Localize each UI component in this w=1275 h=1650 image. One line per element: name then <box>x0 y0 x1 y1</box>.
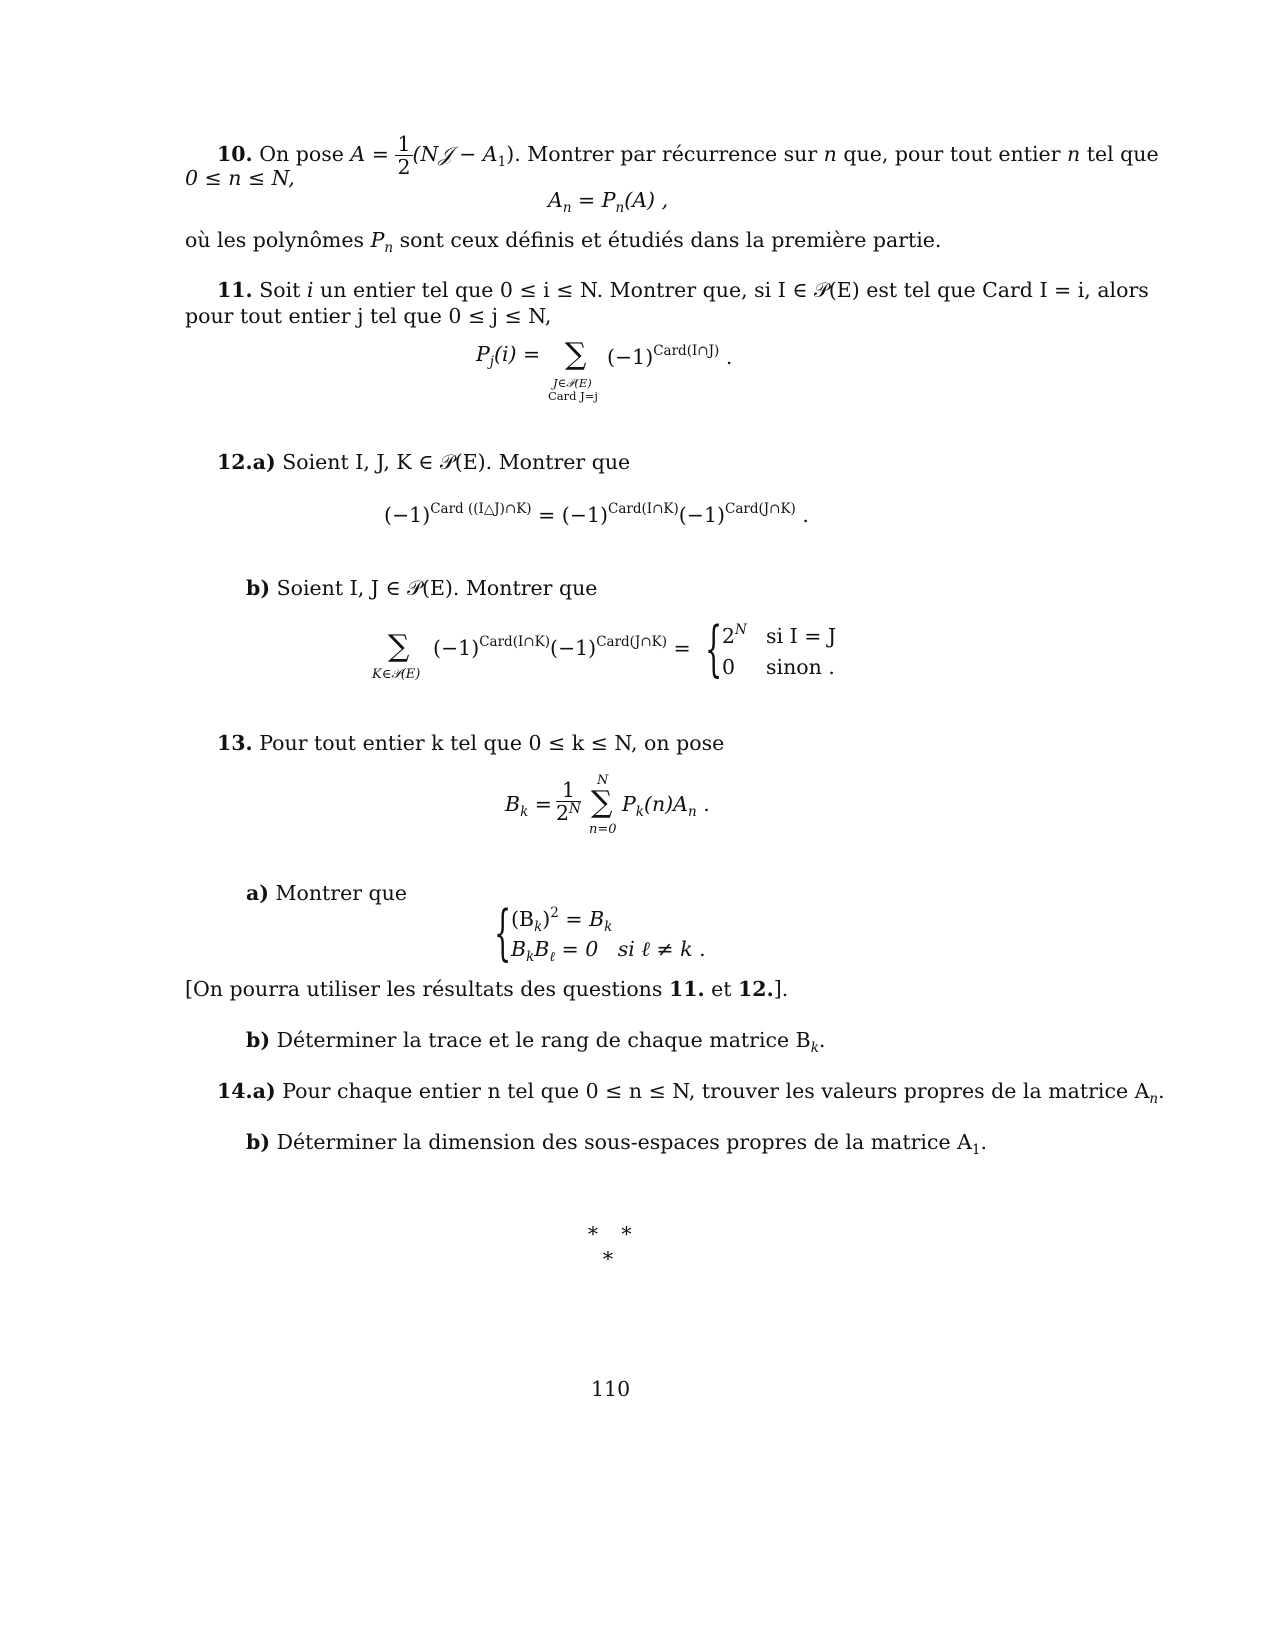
q14a-line: 14.a) Pour chaque entier n tel que 0 ≤ n ≤ N, trouver les valeurs propres de la matrice $A_n$. <box>217 1079 1165 1107</box>
q11-term: $(-1)^{Card(I\cap J)}$ . <box>607 343 733 369</box>
q12a-label: 12.a) <box>217 450 276 474</box>
q11-sigma: ∑ <box>565 337 587 372</box>
q12b-case1: $2^N$ <box>722 622 747 648</box>
q10-line3: où les polynômes $P_n$ sont ceux définis et étudiés dans la première partie. <box>185 228 942 256</box>
q12b-sigma: ∑ <box>388 629 410 664</box>
q14a-label: 14.a) <box>217 1079 276 1103</box>
q12b-brace: { <box>705 614 723 684</box>
q13b-line: b) Déterminer la trace et le rang de chaque matrice $B_k$. <box>246 1028 826 1056</box>
q13a-label: a) <box>246 881 269 905</box>
q10-A: A <box>350 142 366 166</box>
q13-fraction: $\frac{1}{2^N}$ <box>556 778 581 825</box>
q13-term: $P_k(n)A_n$ . <box>622 792 710 820</box>
q12b-line: b) Soient I, J ∈ 𝒫(E). Montrer que <box>246 576 598 600</box>
q13-sigma: ∑ <box>591 785 613 820</box>
q13a-sys2: $B_kB_\ell = 0$ si ℓ ≠ k . <box>511 937 706 965</box>
page-number: 110 <box>591 1377 631 1401</box>
q12b-case1-cond: si I = J <box>766 624 837 648</box>
q10-eq: = <box>371 142 389 166</box>
q11-number: 11. <box>217 278 253 302</box>
q13-line: 13. Pour tout entier k tel que 0 ≤ k ≤ N, on pose <box>217 731 725 755</box>
q13-lhs: $B_k$ = <box>505 792 552 820</box>
q11-line2: pour tout entier j tel que 0 ≤ j ≤ N, <box>185 304 552 328</box>
q10-paren: (N𝒥 − A <box>412 142 498 166</box>
q12b-case2-cond: sinon . <box>766 655 835 679</box>
q10-number: 10. <box>217 142 253 166</box>
q10-text-b: ). Montrer par récurrence sur <box>506 142 818 166</box>
q10-half-fraction: $\frac{1}{2}$ <box>397 132 411 179</box>
q11-sum-cond1: J∈𝒫(E) <box>553 376 592 390</box>
q13a-brace: { <box>494 898 512 968</box>
q12b-terms: $(-1)^{Card(I\cap K)}(-1)^{Card(J\cap K)}$ = <box>433 634 691 660</box>
q10-equation: $A_n = P_n(A)$ , <box>548 188 669 216</box>
q11-line1: 11. Soit i un entier tel que 0 ≤ i ≤ N. Montrer que, si I ∈ 𝒫(E) est tel que Card I = i, alors <box>217 278 1149 302</box>
q13-number: 13. <box>217 731 253 755</box>
q12b-case2: 0 <box>722 655 736 679</box>
q13a-sys1: $(B_k)^2 = B_k$ <box>511 905 613 935</box>
q10-line2: 0 ≤ n ≤ N, <box>185 166 295 190</box>
end-stars-bottom: ∗ <box>601 1243 615 1267</box>
q12b-sum-cond: K∈𝒫(E) <box>372 667 421 682</box>
q12b-label: b) <box>246 576 271 600</box>
q11-equation: $P_j(i)$ = <box>476 342 541 370</box>
q10-text-a: On pose <box>259 142 344 166</box>
q11-sum-cond2: Card J=j <box>548 389 598 403</box>
q13-hint: [On pourra utiliser les résultats des questions 11. et 12.]. <box>185 977 789 1001</box>
q10-line1: 10. On pose A = $\frac{1}{2}$ (N𝒥 − $A_1$). Montrer par récurrence sur n que, pour tout entier n tel que <box>217 132 1159 179</box>
q12a-equation: $(-1)^{Card ((I\triangle J)\cap K)} = (-1)^{Card(I\cap K)}(-1)^{Card(J\cap K)}$ . <box>384 501 809 527</box>
q12a-line: 12.a) Soient I, J, K ∈ 𝒫(E). Montrer que <box>217 450 631 474</box>
q14b-label: b) <box>246 1130 271 1154</box>
q13b-label: b) <box>246 1028 271 1052</box>
q13-sigma-top: N <box>597 773 609 788</box>
q14b-line: b) Déterminer la dimension des sous-espaces propres de la matrice $A_1$. <box>246 1130 988 1158</box>
q13a-line: a) Montrer que <box>246 881 407 905</box>
end-stars-top: ∗ ∗ <box>586 1218 634 1242</box>
q13-sigma-bottom: n=0 <box>589 822 617 837</box>
